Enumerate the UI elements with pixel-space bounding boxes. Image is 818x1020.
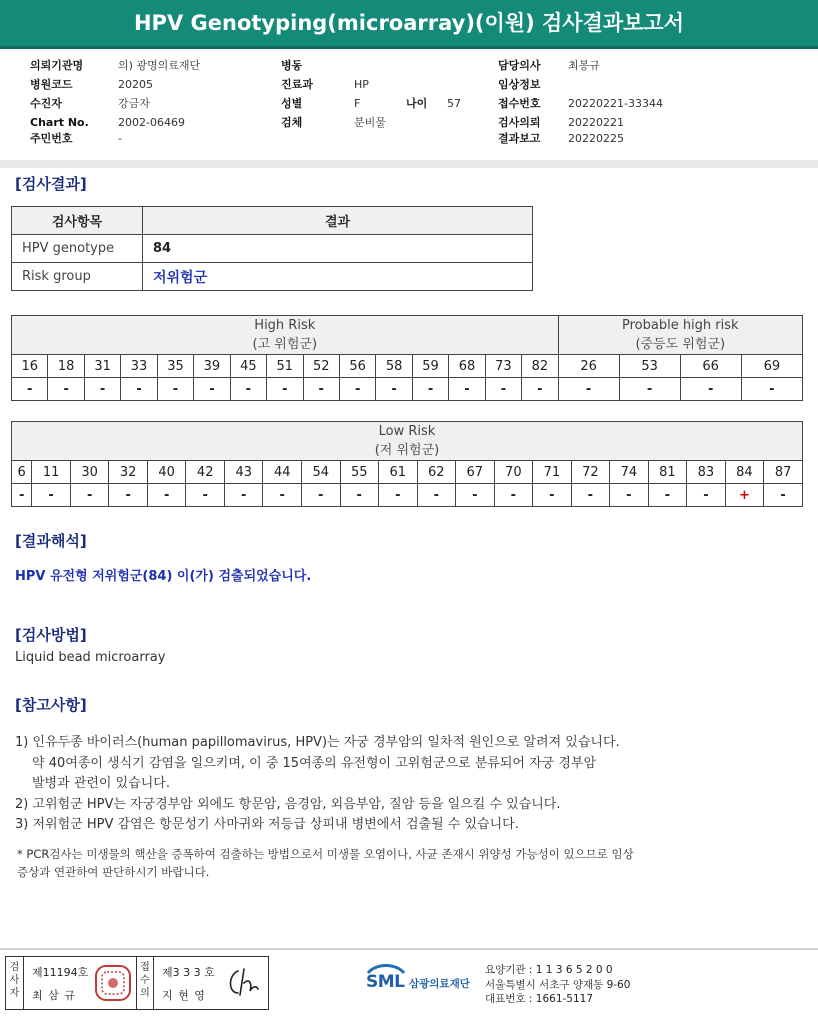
age-label: 나이 bbox=[406, 97, 428, 110]
reference-item: 1) 인유두종 바이러스(human papillomavirus, HPV)는 자궁 경부암의 일차적 원인으로 알려져 있습니다. bbox=[15, 735, 620, 750]
approver-name: 지 현 영 bbox=[162, 989, 206, 1002]
info-label: 병동 bbox=[281, 59, 303, 72]
pcr-note-line: * PCR검사는 미생물의 핵산을 증폭하여 검출하는 방법으로서 미생물 오염이나, 사균 존재시 위양성 가능성이 있으므로 임상 bbox=[17, 847, 634, 861]
reference-item: 발병과 관련이 있습니다. bbox=[32, 776, 170, 791]
info-value: - bbox=[118, 132, 122, 145]
genotype-type-cell: 42 bbox=[186, 461, 225, 484]
genotype-result-cell: - bbox=[619, 378, 680, 401]
info-value: 20205 bbox=[118, 78, 153, 91]
info-col3 bbox=[498, 56, 663, 148]
genotype-result-cell: - bbox=[12, 378, 48, 401]
report-title: HPV Genotyping(microarray)(이원) 검사결과보고서 bbox=[0, 0, 818, 49]
info-label: 수진자 bbox=[30, 97, 62, 110]
genotype-type-cell: 18 bbox=[48, 355, 84, 378]
genotype-result-cell: - bbox=[456, 484, 495, 507]
footer-address-line: 서울특별시 서초구 양재동 9-60 bbox=[485, 978, 631, 991]
genotype-result-cell: - bbox=[267, 378, 303, 401]
info-value: 최봉규 bbox=[568, 59, 600, 72]
info-label: 진료과 bbox=[281, 78, 313, 91]
genotype-type-cell: 51 bbox=[267, 355, 303, 378]
info-label: 임상정보 bbox=[498, 78, 541, 91]
section-ref-heading: [참고사항] bbox=[15, 696, 87, 714]
footer-code: 요양기관 : 1 1 3 6 5 2 0 0 bbox=[485, 964, 613, 976]
info-value: 2002-06469 bbox=[118, 116, 185, 129]
genotype-result-cell: - bbox=[84, 378, 120, 401]
genotype-result-cell: - bbox=[194, 378, 230, 401]
genotype-result-cell: - bbox=[494, 484, 533, 507]
genotype-value: 84 bbox=[143, 235, 533, 263]
genotype-result-cell: - bbox=[147, 484, 186, 507]
genotype-type-cell: 6 bbox=[12, 461, 32, 484]
genotype-type-cell: 81 bbox=[648, 461, 687, 484]
reference-list bbox=[15, 733, 620, 836]
genotype-type-cell: 68 bbox=[449, 355, 485, 378]
risk-group-value: 저위험군 bbox=[143, 263, 533, 291]
genotype-result-cell: - bbox=[764, 484, 803, 507]
genotype-result-cell: - bbox=[186, 484, 225, 507]
footer-divider bbox=[0, 948, 818, 950]
reference-item: 3) 저위험군 HPV 감염은 항문성기 사마귀와 저등급 상피내 병변에서 검출될 수 있습니다. bbox=[15, 817, 519, 832]
genotype-type-cell: 70 bbox=[494, 461, 533, 484]
result-table bbox=[11, 206, 533, 291]
high-risk-table bbox=[11, 315, 803, 401]
info-label: 검사의뢰 bbox=[498, 116, 541, 129]
genotype-type-cell: 69 bbox=[741, 355, 802, 378]
genotype-result-cell: - bbox=[522, 378, 558, 401]
info-value: 의) 광명의료재단 bbox=[118, 59, 201, 72]
genotype-result-cell: - bbox=[680, 378, 741, 401]
genotype-result-cell: - bbox=[417, 484, 456, 507]
info-label: 성별 bbox=[281, 97, 303, 110]
genotype-type-cell: 31 bbox=[84, 355, 120, 378]
info-label: 주민번호 bbox=[30, 132, 73, 145]
genotype-result-cell: - bbox=[379, 484, 418, 507]
high-risk-caption-line1: High Risk bbox=[254, 318, 316, 333]
info-value: 20220221 bbox=[568, 116, 624, 129]
probable-risk-caption-line1: Probable high risk bbox=[621, 318, 739, 333]
age-value: 57 bbox=[447, 97, 461, 110]
genotype-type-cell: 71 bbox=[533, 461, 572, 484]
genotype-type-cell: 58 bbox=[376, 355, 412, 378]
genotype-type-cell: 67 bbox=[456, 461, 495, 484]
info-col2 bbox=[281, 56, 461, 132]
genotype-type-cell: 66 bbox=[680, 355, 741, 378]
result-header-value: 결과 bbox=[143, 207, 533, 235]
sml-logo bbox=[366, 962, 486, 1002]
genotype-result-cell: - bbox=[121, 378, 157, 401]
genotype-type-cell: 43 bbox=[224, 461, 263, 484]
reference-item: 2) 고위험군 HPV는 자궁경부암 외에도 항문암, 음경암, 외음부암, 질암 등을 일으킬 수 있습니다. bbox=[15, 796, 561, 812]
genotype-type-cell: 32 bbox=[109, 461, 148, 484]
genotype-type-cell: 62 bbox=[417, 461, 456, 484]
info-label: 병원코드 bbox=[30, 78, 73, 91]
genotype-type-cell: 83 bbox=[687, 461, 726, 484]
genotype-type-cell: 44 bbox=[263, 461, 302, 484]
genotype-result-cell: - bbox=[12, 484, 32, 507]
info-label: 검체 bbox=[281, 116, 303, 129]
info-divider bbox=[0, 160, 818, 168]
genotype-type-cell: 11 bbox=[32, 461, 71, 484]
genotype-type-cell: 74 bbox=[610, 461, 649, 484]
genotype-result-cell: - bbox=[48, 378, 84, 401]
genotype-result-cell: - bbox=[70, 484, 109, 507]
footer-phone: 대표번호 : 1661-5117 bbox=[485, 993, 594, 1005]
genotype-type-cell: 52 bbox=[303, 355, 339, 378]
signature-icon bbox=[224, 965, 262, 1001]
probable-risk-caption-line2: (중등도 위험군) bbox=[635, 337, 726, 352]
section-method-heading: [검사방법] bbox=[15, 626, 87, 644]
info-value: 20220221-33344 bbox=[568, 97, 663, 110]
info-value: 강금자 bbox=[118, 97, 150, 110]
genotype-label: HPV genotype bbox=[12, 235, 143, 263]
genotype-type-cell: 72 bbox=[571, 461, 610, 484]
risk-group-label: Risk group bbox=[12, 263, 143, 291]
genotype-type-cell: 39 bbox=[194, 355, 230, 378]
low-risk-table bbox=[11, 421, 803, 507]
genotype-type-cell: 87 bbox=[764, 461, 803, 484]
genotype-result-cell: + bbox=[725, 484, 764, 507]
genotype-result-cell: - bbox=[157, 378, 193, 401]
genotype-type-cell: 59 bbox=[412, 355, 448, 378]
genotype-result-cell: - bbox=[340, 484, 379, 507]
genotype-result-cell: - bbox=[412, 378, 448, 401]
genotype-type-cell: 56 bbox=[339, 355, 375, 378]
genotype-result-cell: - bbox=[32, 484, 71, 507]
genotype-result-cell: - bbox=[263, 484, 302, 507]
genotype-result-cell: - bbox=[533, 484, 572, 507]
sml-logo-mark: SML bbox=[366, 972, 405, 992]
high-risk-caption bbox=[12, 316, 559, 355]
genotype-result-cell: - bbox=[449, 378, 485, 401]
genotype-type-cell: 82 bbox=[522, 355, 558, 378]
genotype-result-cell: - bbox=[376, 378, 412, 401]
pcr-note bbox=[17, 845, 807, 881]
genotype-type-cell: 54 bbox=[301, 461, 340, 484]
genotype-result-cell: - bbox=[303, 378, 339, 401]
info-label: 담당의사 bbox=[498, 59, 541, 72]
genotype-type-cell: 40 bbox=[147, 461, 186, 484]
info-label: 의뢰기관명 bbox=[30, 59, 84, 72]
reference-item: 약 40여종이 생식기 감염을 일으키며, 이 중 15여종의 유전형이 고위험군으로 분류되어 자궁 경부암 bbox=[32, 755, 597, 771]
genotype-result-cell: - bbox=[571, 484, 610, 507]
genotype-result-cell: - bbox=[648, 484, 687, 507]
low-risk-caption bbox=[12, 422, 803, 461]
genotype-result-cell: - bbox=[558, 378, 619, 401]
genotype-result-cell: - bbox=[339, 378, 375, 401]
genotype-type-cell: 53 bbox=[619, 355, 680, 378]
pcr-note-line: 증상과 연관하여 판단하시기 바랍니다. bbox=[17, 865, 210, 879]
inspector-name: 최 삼 규 bbox=[32, 989, 76, 1002]
genotype-type-cell: 35 bbox=[157, 355, 193, 378]
genotype-result-cell: - bbox=[109, 484, 148, 507]
section-result-heading: [검사결과] bbox=[15, 175, 87, 193]
genotype-type-cell: 73 bbox=[485, 355, 521, 378]
info-value: 20220225 bbox=[568, 132, 624, 145]
genotype-result-cell: - bbox=[741, 378, 802, 401]
inspector-vertical-label: 검사자 bbox=[6, 957, 24, 1009]
section-interp-heading: [결과해석] bbox=[15, 532, 87, 550]
method-text: Liquid bead microarray bbox=[15, 650, 166, 665]
info-value: 분비물 bbox=[354, 116, 386, 129]
sml-logo-text: 삼광의료재단 bbox=[409, 978, 470, 990]
genotype-result-cell: - bbox=[485, 378, 521, 401]
approver-license-no: 제3 3 3 호 bbox=[162, 966, 215, 979]
info-label: 접수번호 bbox=[498, 97, 541, 110]
info-value: HP bbox=[354, 78, 369, 91]
interpretation-text: HPV 유전형 저위험군(84) 이(가) 검출되었습니다. bbox=[15, 569, 312, 584]
genotype-type-cell: 33 bbox=[121, 355, 157, 378]
seal-icon bbox=[94, 963, 132, 1003]
result-header-item: 검사항목 bbox=[12, 207, 143, 235]
footer-address bbox=[485, 963, 630, 1007]
genotype-type-cell: 16 bbox=[12, 355, 48, 378]
inspector-license-no: 제11194호 bbox=[32, 966, 89, 979]
genotype-result-cell: - bbox=[687, 484, 726, 507]
probable-risk-caption bbox=[558, 316, 802, 355]
genotype-result-cell: - bbox=[610, 484, 649, 507]
genotype-result-cell: - bbox=[224, 484, 263, 507]
genotype-type-cell: 61 bbox=[379, 461, 418, 484]
info-value: F bbox=[354, 97, 361, 110]
low-risk-caption-line1: Low Risk bbox=[378, 424, 436, 439]
genotype-type-cell: 45 bbox=[230, 355, 266, 378]
approver-vertical-label: 접수의 bbox=[136, 957, 154, 1009]
genotype-type-cell: 84 bbox=[725, 461, 764, 484]
genotype-result-cell: - bbox=[301, 484, 340, 507]
genotype-type-cell: 55 bbox=[340, 461, 379, 484]
signature-box bbox=[5, 956, 269, 1010]
info-label: Chart No. bbox=[30, 116, 89, 129]
genotype-type-cell: 26 bbox=[558, 355, 619, 378]
genotype-type-cell: 30 bbox=[70, 461, 109, 484]
info-col1 bbox=[30, 56, 200, 148]
low-risk-caption-line2: (저 위험군) bbox=[374, 443, 440, 458]
high-risk-caption-line2: (고 위험군) bbox=[252, 337, 318, 352]
genotype-result-cell: - bbox=[230, 378, 266, 401]
info-label: 결과보고 bbox=[498, 132, 541, 145]
